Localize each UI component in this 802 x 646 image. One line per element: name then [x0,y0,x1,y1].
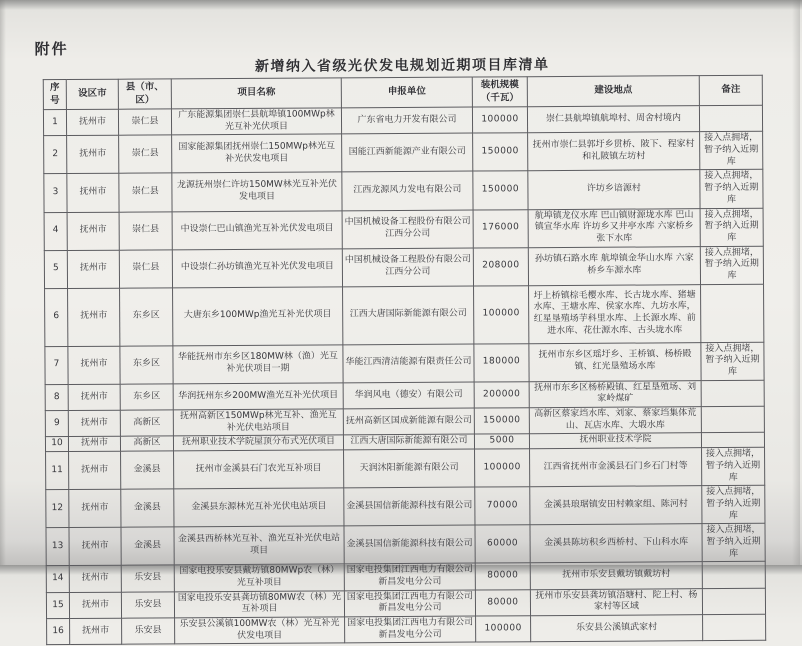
projects-table [43,75,766,646]
cell-seq: 1 [43,110,66,137]
cell-location: 金溪县陈坊积乡西桥村、下山科水库 [530,524,702,563]
cell-city: 抚州市 [67,174,119,212]
cell-capacity: 176000 [473,209,528,247]
col-header-unit: 申报单位 [341,77,472,108]
cell-project: 华能抚州市东乡区180MW林（渔）光互补光伏项目一期 [173,344,343,383]
cell-seq: 11 [46,452,69,490]
cell-city: 抚州市 [67,250,119,288]
cell-project: 抚州职业技术学院屋顶分布式光伏项目 [173,435,343,451]
cell-project: 国家电投乐安县龚坊镇80MW农（林）光互补项目 [174,591,344,618]
cell-seq: 6 [45,288,68,346]
cell-capacity: 100000 [472,107,527,134]
cell-project: 金溪县东源林光互补光伏电站项目 [174,488,344,527]
cell-location: 抚州市东乡区瑶圩乡、王桥镇、杨桥殿镇、红光垦殖场水库 [529,342,701,381]
cell-remark: 接入点拥堵，暂予纳入近期库 [702,485,765,523]
cell-location: 航埠镇龙仪水库 巴山镇财源垅水库 巴山镇宣华水库 许坊乡又井亭水库 六家桥乡张下水库 [528,208,700,247]
col-header-project: 项目名称 [171,78,341,109]
cell-city: 抚州市 [69,451,121,489]
cell-remark: 接入点拥堵，暂予纳入近期库 [700,132,763,170]
cell-county: 高新区 [120,410,173,437]
cell-project: 金溪县西桥林光互补、渔光互补光伏电站项目 [174,526,344,565]
cell-seq: 15 [46,592,69,619]
cell-remark: 接入点拥堵，暂予纳入近期库 [700,170,763,208]
cell-county: 高新区 [120,436,173,451]
cell-city: 抚州市 [68,288,120,346]
cell-location: 圩上桥镇棕毛樱水库、长古垅水库、猪塘水库、王塘水库、侯家水库、九坊水库，红星垦殖场芋科里水库、上长源水库、前进水库、花仕源水库、古头垅水库 [529,284,701,343]
cell-capacity: 150000 [473,133,528,171]
cell-capacity: 70000 [475,487,530,525]
cell-seq: 16 [47,619,70,646]
table-row [47,614,766,645]
cell-location: 抚州市乐安县戴坊镇戴坊村 [530,562,702,589]
cell-capacity: 100000 [474,285,529,343]
cell-city: 抚州市 [68,346,120,384]
cell-seq: 4 [44,212,67,250]
cell-project: 中设崇仁巴山镇渔光互补光伏发电项目 [172,210,342,249]
cell-county: 乐安县 [122,618,175,645]
cell-location: 抚州市乐安县龚坊镇浯塘村、陀上村、杨家村等区域 [530,588,702,615]
cell-project: 国家电投乐安县戴坊镇80MWp农（林）光互补项目 [174,564,344,591]
cell-location: 抚州职业技术学院 [529,433,701,449]
cell-county: 崇仁县 [118,109,171,136]
cell-unit: 华润风电（德安）有限公司 [343,382,474,409]
cell-unit: 国家电投集团江西电力有限公司新昌发电分公司 [344,563,475,590]
cell-capacity: 208000 [473,247,528,285]
table-row [44,170,763,212]
cell-seq: 5 [44,250,67,288]
cell-project: 广东能源集团崇仁县航埠镇100MWp林光互补光伏项目 [171,108,341,135]
cell-project: 华润抚州东乡200MW渔光互补光伏项目 [173,383,343,410]
cell-project: 抚州高新区150MWp林光互补、渔光互补光伏电站项目 [173,409,343,436]
cell-location: 孙坊镇石路水库 航埠镇金华山水库 六家桥乡车源水库 [528,246,700,285]
cell-unit: 国能江西新能源产业有限公司 [342,133,473,172]
cell-unit: 江西大唐国际新能源有限公司 [343,286,474,345]
cell-capacity: 60000 [475,525,530,563]
cell-unit: 华能江西清洁能源有限责任公司 [343,344,474,383]
table-row [44,246,763,288]
cell-project: 中设崇仁孙坊镇渔光互补光伏发电项目 [172,248,342,287]
cell-location: 金溪县琅琚镇安田村赖家组、陈河村 [530,486,702,525]
cell-unit: 金溪县国信新能源科技有限公司 [344,525,475,564]
cell-unit: 天润沐阳新能源有限公司 [344,449,475,488]
col-header-remark: 备注 [699,75,762,105]
cell-county: 东乡区 [120,384,173,411]
cell-city: 抚州市 [66,109,118,136]
cell-seq: 12 [46,490,69,528]
cell-city: 抚州市 [70,618,122,645]
cell-project: 乐安县公溪镇100MW农（林）光互补光伏发电项目 [175,617,345,644]
cell-location: 抚州市崇仁县郭圩乡贯桥、陂下、程家村和礼陂镇左坊村 [528,132,700,171]
cell-capacity: 80000 [475,589,530,616]
cell-location: 抚州市东乡区杨桥殿镇、红星垦殖场、刘家岭煤矿 [529,380,701,407]
cell-unit: 江西龙源风力发电有限公司 [342,171,473,210]
cell-county: 东乡区 [120,288,173,346]
cell-city: 抚州市 [68,384,120,411]
cell-location: 乐安县公溪镇武家村 [531,615,703,642]
cell-remark [699,105,762,132]
cell-county: 崇仁县 [119,135,172,173]
cell-city: 抚州市 [69,527,121,565]
cell-seq: 13 [46,528,69,566]
cell-remark: 接入点拥堵，暂予纳入近期库 [701,342,764,380]
table-row [44,208,763,250]
cell-county: 崇仁县 [119,249,172,287]
cell-remark: 接入点拥堵，暂予纳入近期库 [702,447,765,485]
cell-remark: 接入点拥堵，暂予纳入近期库 [702,524,765,562]
table-row [45,284,764,346]
cell-city: 抚州市 [69,592,121,619]
cell-project: 龙源抚州崇仁许坊150MW林光互补光伏发电项目 [172,172,342,211]
cell-remark: 接入点拥堵，暂予纳入近期库 [700,208,763,246]
cell-seq: 14 [46,566,69,593]
cell-remark [702,588,765,615]
cell-location: 高新区蔡家垱水库、刘家、蔡家垱集体荒山、瓦店水库、大塅水库 [529,407,701,434]
cell-location: 许坊乡谙源村 [528,170,700,209]
cell-capacity: 150000 [473,171,528,209]
cell-county: 乐安县 [121,592,174,619]
cell-county: 金溪县 [121,527,174,565]
cell-capacity: 200000 [474,381,529,408]
cell-city: 抚州市 [67,136,119,174]
table-row [46,485,765,527]
table-header-row [43,75,762,109]
cell-remark [701,284,764,342]
cell-city: 抚州市 [69,566,121,593]
cell-capacity: 150000 [474,408,529,435]
cell-unit: 国家电投集团江西电力有限公司新昌发电分公司 [345,616,476,643]
cell-remark [701,406,764,433]
cell-capacity: 80000 [475,563,530,590]
cell-capacity: 180000 [474,343,529,381]
cell-city: 抚州市 [69,489,121,527]
cell-unit: 抚州高新区国成新能源有限公司 [343,408,474,435]
cell-county: 金溪县 [121,489,174,527]
cell-unit: 金溪县国信新能源科技有限公司 [344,487,475,526]
cell-seq: 7 [45,346,68,384]
col-header-seq: 序号 [43,80,66,110]
attachment-label: 附件 [34,40,69,59]
cell-location: 崇仁县航埠镇航埠村、周舍村境内 [527,106,699,133]
cell-county: 东乡区 [120,346,173,384]
col-header-capacity: 装机规模（千瓦） [472,77,527,107]
cell-unit: 江西大唐国际新能源有限公司 [343,434,474,449]
cell-unit: 国家电投集团江西电力有限公司新昌发电分公司 [344,590,475,617]
cell-unit: 中国机械设备工程股份有限公司江西分公司 [342,248,473,287]
cell-location: 江西省抚州市金溪县石门乡石门村等 [530,448,702,487]
cell-county: 乐安县 [121,565,174,592]
cell-capacity: 100000 [476,616,531,643]
cell-project: 国家能源集团抚州崇仁150MWp林光互补光伏发电项目 [172,134,342,173]
cell-capacity: 100000 [475,449,530,487]
cell-project: 抚州市金溪县石门农光互补项目 [174,450,344,489]
cell-remark [701,433,764,448]
cell-county: 金溪县 [121,451,174,489]
col-header-location: 建设地点 [527,76,699,107]
cell-seq: 8 [45,384,68,411]
cell-project: 大唐东乡100MWp渔光互补光伏项目 [173,286,343,345]
col-header-city: 设区市 [66,79,118,109]
table-row [46,524,765,566]
cell-county: 崇仁县 [119,173,172,211]
cell-remark [701,380,764,407]
cell-unit: 广东省电力开发有限公司 [341,107,472,134]
cell-city: 抚州市 [68,437,120,452]
page-title: 新增纳入省级光伏发电规划近期项目库清单 [254,57,550,75]
table-row [46,447,765,489]
cell-seq: 2 [44,136,67,174]
cell-seq: 9 [45,411,68,438]
cell-unit: 中国机械设备工程股份有限公司江西分公司 [342,210,473,249]
cell-city: 抚州市 [67,212,119,250]
cell-capacity: 5000 [474,434,529,449]
cell-remark: 接入点拥堵，暂予纳入近期库 [700,246,763,284]
cell-seq: 3 [44,174,67,212]
cell-county: 崇仁县 [119,211,172,249]
cell-remark [702,562,765,589]
table-row [45,342,764,384]
table-row [44,132,763,174]
cell-city: 抚州市 [68,410,120,437]
cell-remark [703,614,766,641]
cell-seq: 10 [45,437,68,452]
col-header-county: 县（市、区） [118,79,171,109]
